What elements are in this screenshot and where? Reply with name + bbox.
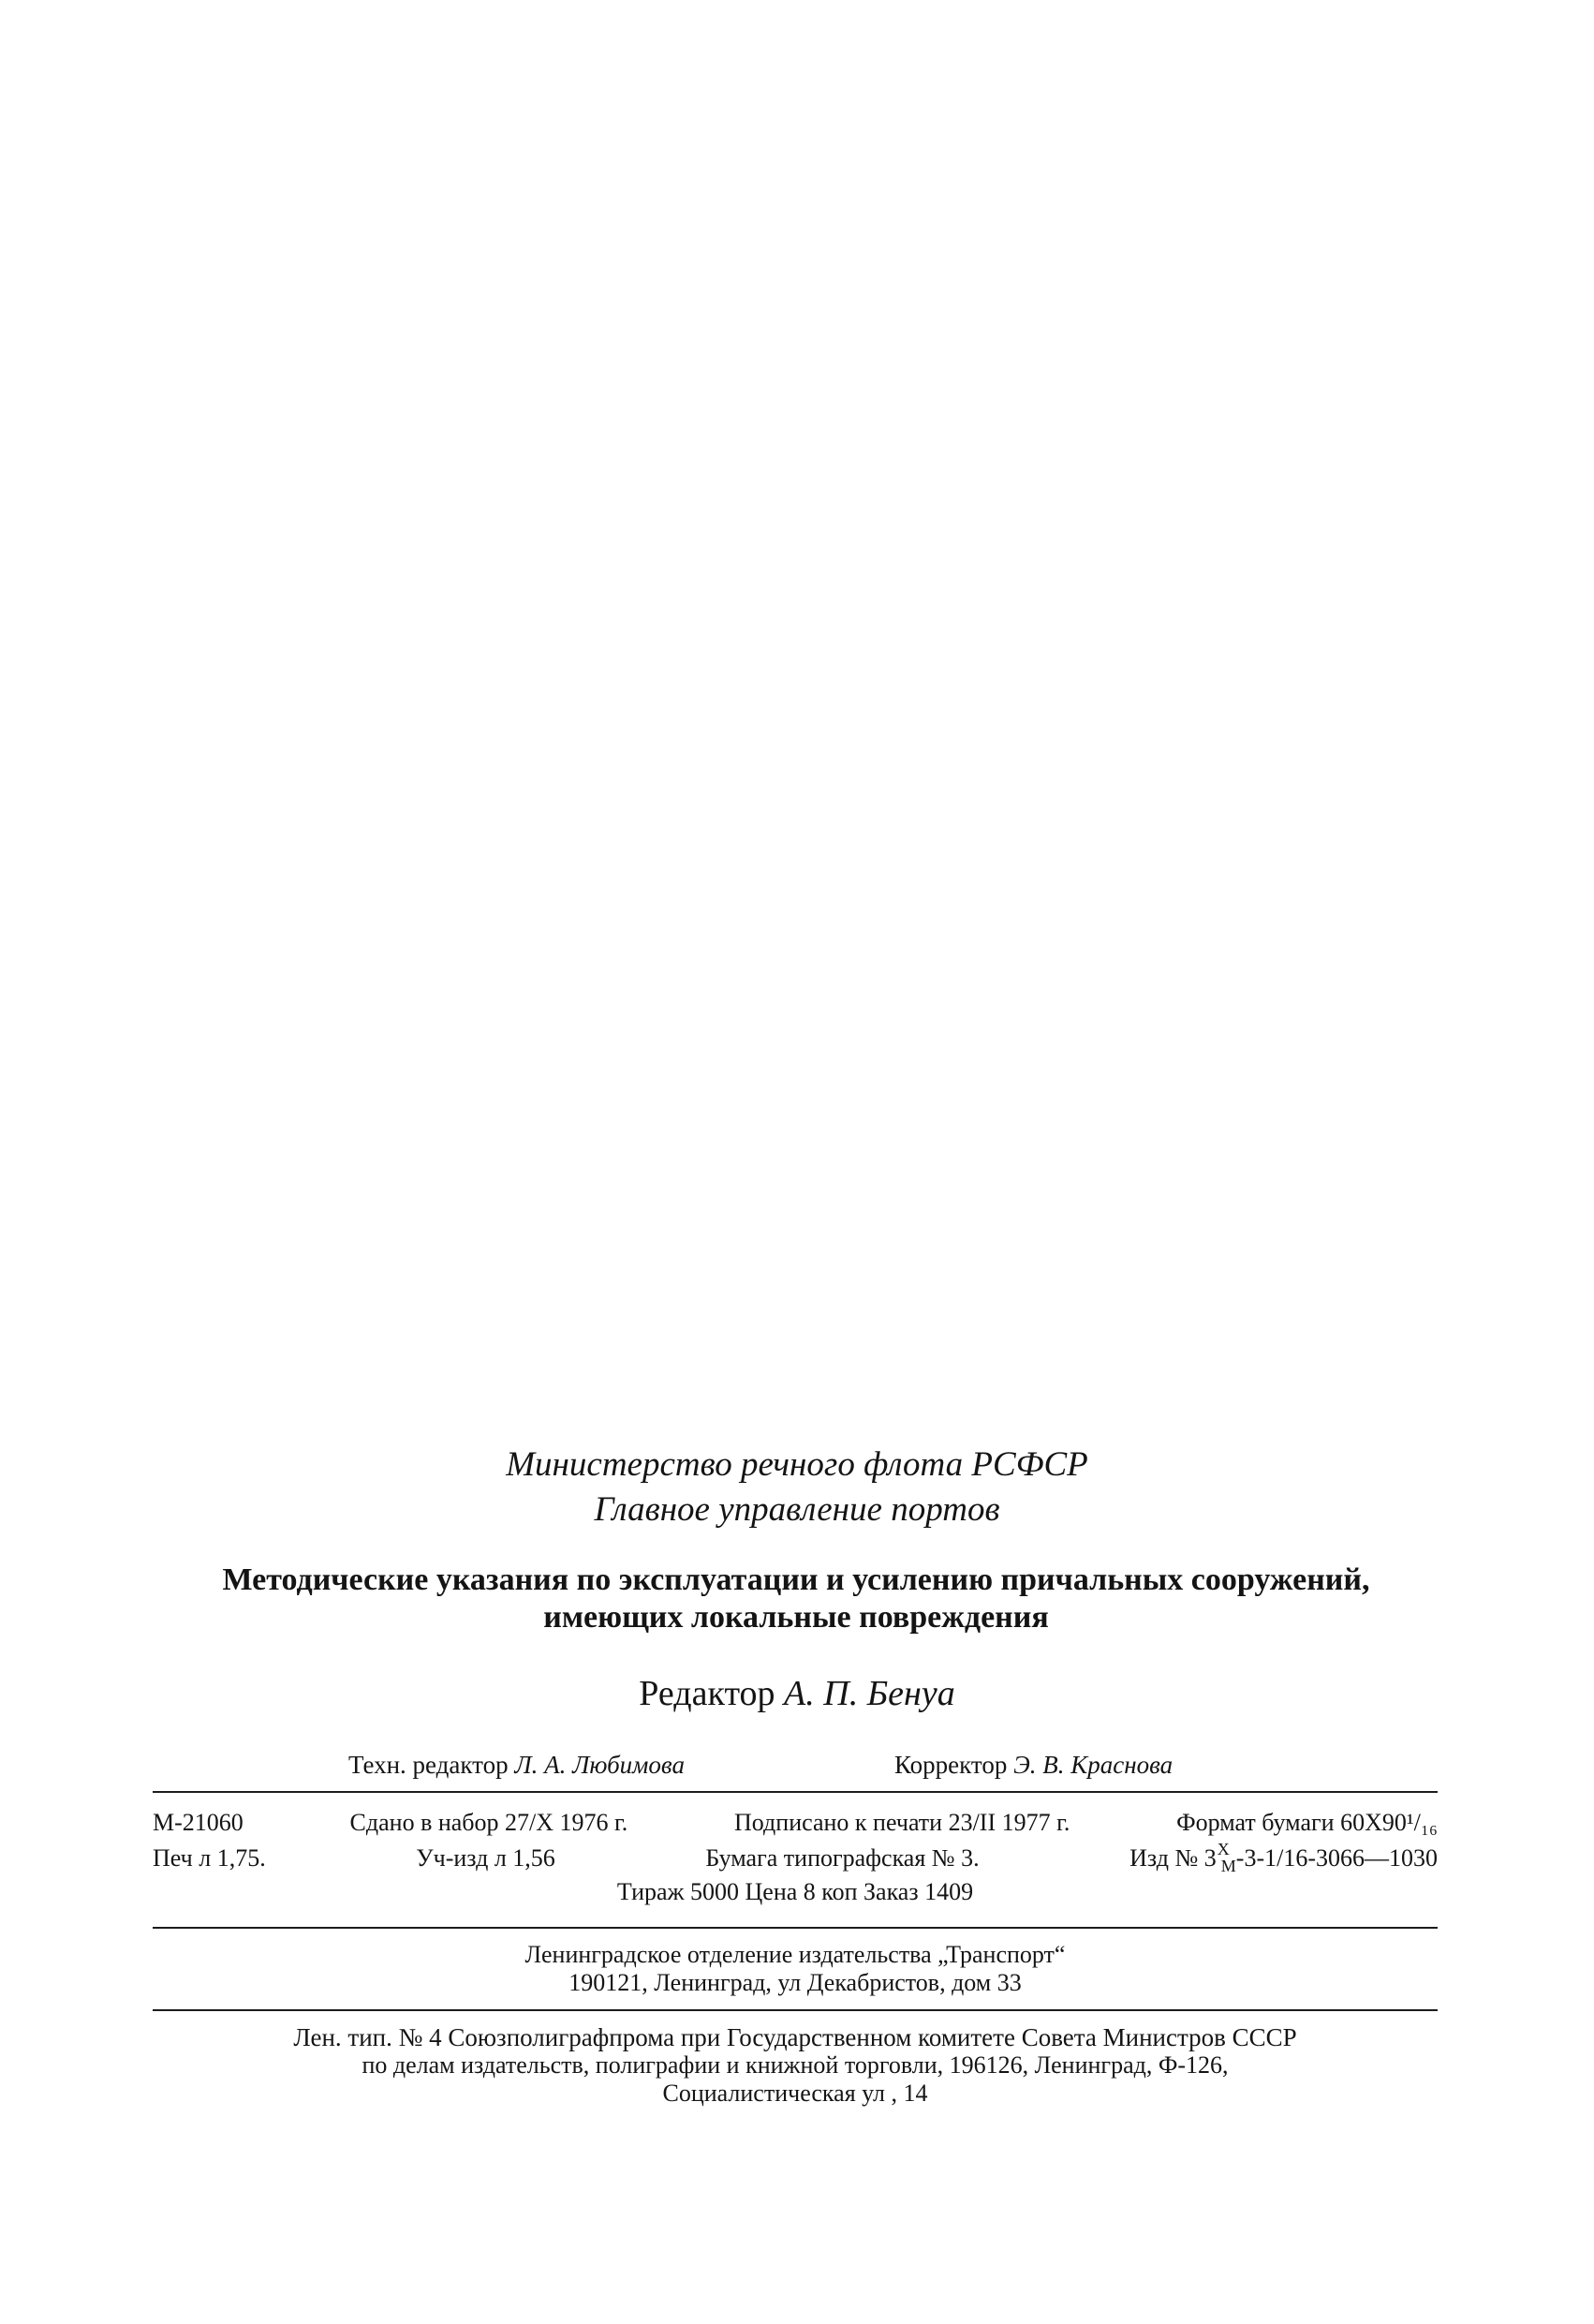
ministry-name: Министерство речного флота РСФСР — [506, 1445, 1088, 1484]
print-sheets: Печ л 1,75. — [153, 1844, 266, 1872]
book-title-line2: имеющих локальные повреждения — [543, 1600, 1049, 1635]
editor-name: А. П. Бенуа — [784, 1674, 955, 1713]
publication-number — [1129, 1840, 1438, 1876]
publication-prefix: Изд № 3 — [1129, 1844, 1217, 1872]
tech-editor-credit — [348, 1750, 685, 1780]
corrector-name: Э. В. Краснова — [1013, 1751, 1173, 1779]
printer-line-3: Социалистическая ул , 14 — [662, 2080, 928, 2107]
editor-label: Редактор — [639, 1674, 775, 1713]
order-code: М-21060 — [153, 1809, 244, 1836]
print-details-row-1 — [153, 1807, 1438, 1839]
tech-editor-label: Техн. редактор — [348, 1751, 509, 1779]
printer-line-2: по делам издательств, полиграфии и книжной торговли, 196126, Ленинград, Ф-126, — [362, 2051, 1229, 2079]
publication-subscript: М — [1220, 1857, 1236, 1875]
paper-format: Формат бумаги 60X90¹/₁₆ — [1176, 1809, 1438, 1836]
divider-rule — [153, 1791, 1438, 1793]
corrector-credit — [894, 1750, 1173, 1780]
tech-editor-name: Л. А. Любимова — [514, 1751, 685, 1779]
signed-date: Подписано к печати 23/II 1977 г. — [734, 1809, 1070, 1836]
publication-superscript: X — [1217, 1840, 1230, 1858]
department-name: Главное управление портов — [594, 1490, 1000, 1529]
divider-rule — [153, 1927, 1438, 1929]
print-details-row-2 — [153, 1840, 1438, 1876]
paper-type: Бумага типографская № 3. — [705, 1844, 980, 1872]
divider-rule — [153, 2009, 1438, 2011]
publisher-address: 190121, Ленинград, ул Декабристов, дом 33 — [568, 1969, 1022, 1996]
edu-sheets: Уч-изд л 1,56 — [416, 1844, 555, 1872]
corrector-label: Корректор — [894, 1751, 1008, 1779]
publisher-name: Ленинградское отделение издательства „Транспорт“ — [524, 1941, 1066, 1968]
run-price-order: Тираж 5000 Цена 8 коп Заказ 1409 — [616, 1878, 974, 1905]
publication-suffix: -3-1/16-3066—1030 — [1235, 1844, 1438, 1872]
submitted-date: Сдано в набор 27/X 1976 г. — [349, 1809, 628, 1836]
editor-credit — [0, 1672, 1594, 1715]
printer-line-1: Лен. тип. № 4 Союзполиграфпрома при Государственном комитете Совета Министров СССР — [293, 2023, 1297, 2051]
book-title-line1: Методические указания по эксплуатации и усилению причальных сооружений, — [222, 1562, 1370, 1597]
